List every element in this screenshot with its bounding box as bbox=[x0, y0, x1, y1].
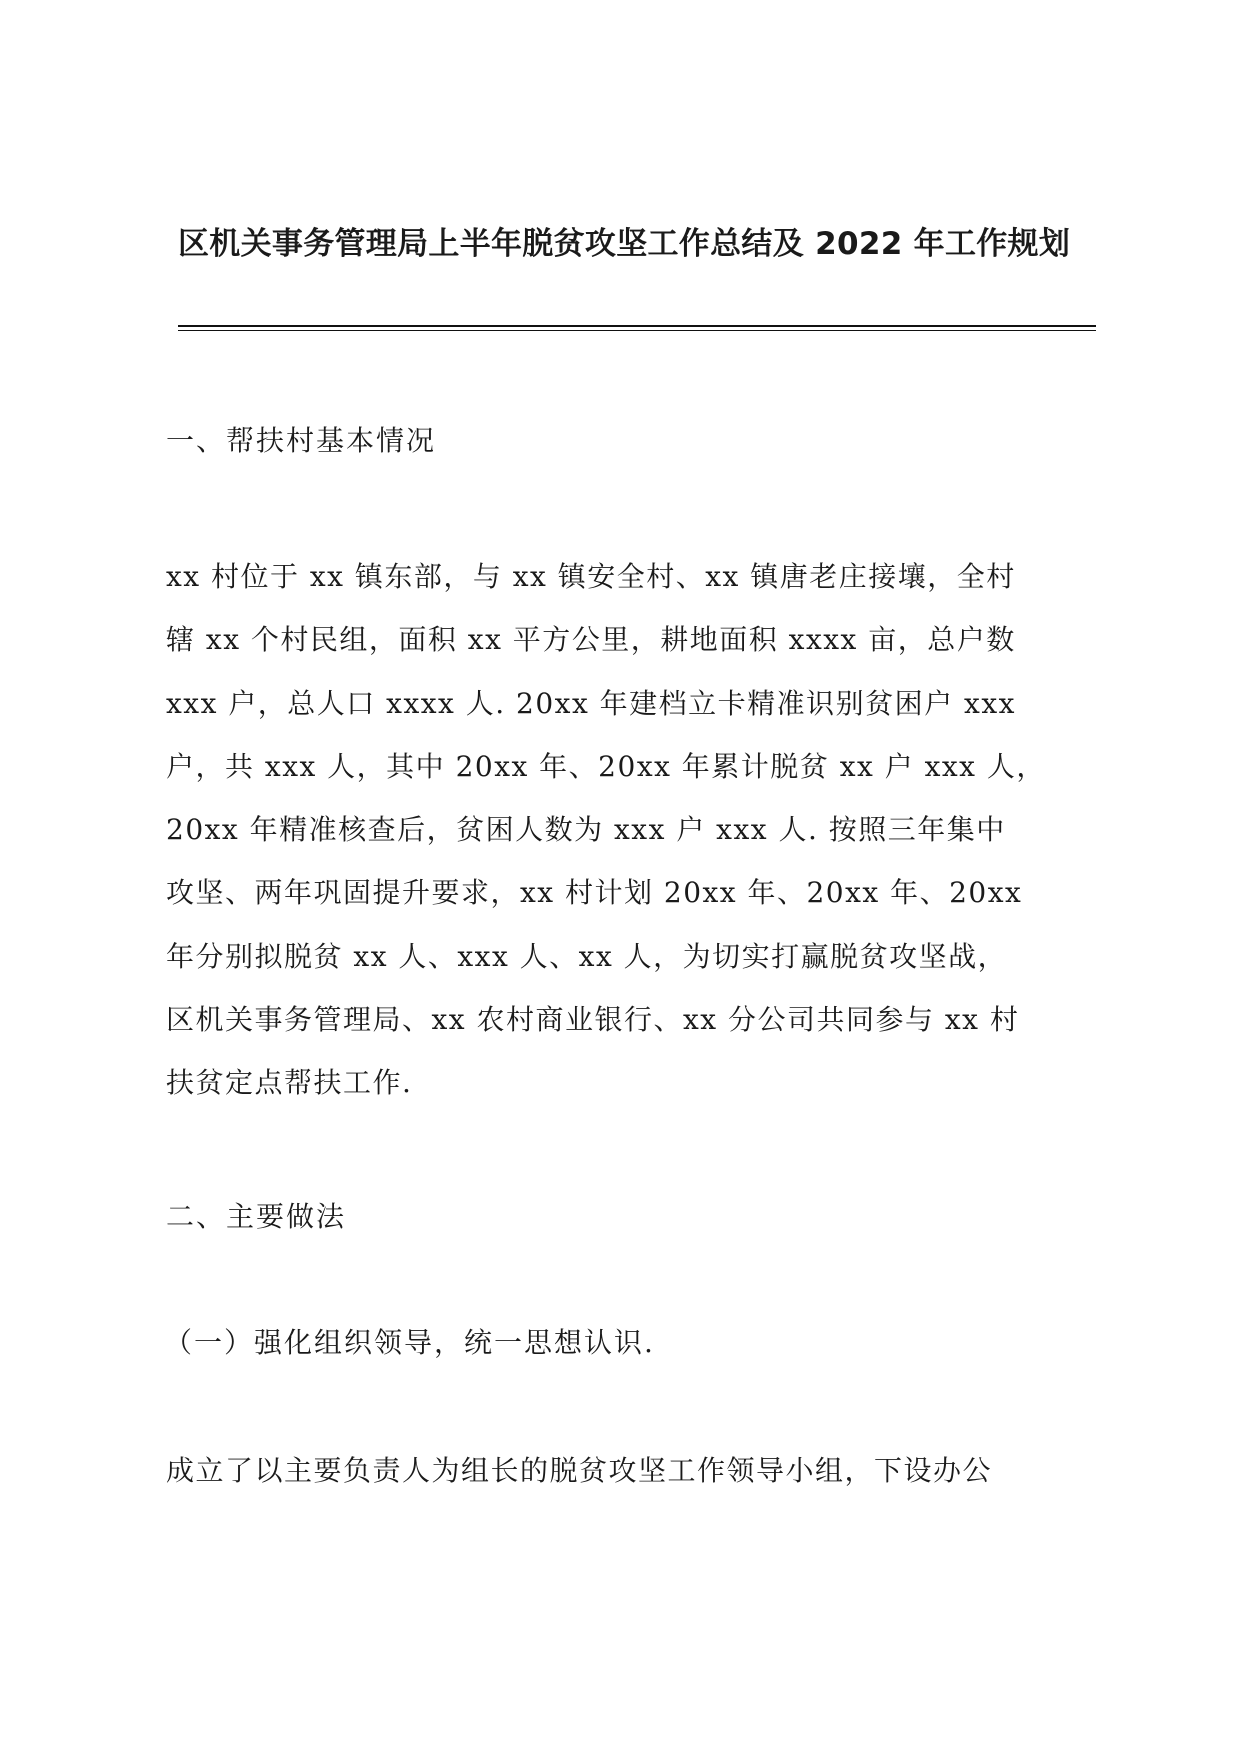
paragraph-line: 成立了以主要负责人为组长的脱贫攻坚工作领导小组，下设办公 bbox=[166, 1454, 993, 1487]
document-title: 区机关事务管理局上半年脱贫攻坚工作总结及 2022 年工作规划 bbox=[178, 226, 1071, 262]
section-heading-1: 一、帮扶村基本情况 bbox=[166, 424, 437, 457]
section-heading-2: 二、主要做法 bbox=[166, 1200, 347, 1233]
paragraph-line: 户，共 xxx 人，其中 20xx 年、20xx 年累计脱贫 xx 户 xxx 人， bbox=[166, 749, 1046, 783]
subsection-heading-1: （一）强化组织领导，统一思想认识. bbox=[164, 1326, 655, 1359]
paragraph-line: xxx 户，总人口 xxxx 人. 20xx 年建档立卡精准识别贫困户 xxx bbox=[166, 686, 1016, 720]
title-double-rule bbox=[178, 325, 1096, 331]
paragraph-line: 20xx 年精准核查后，贫困人数为 xxx 户 xxx 人. 按照三年集中 bbox=[166, 813, 1006, 847]
paragraph-line: 扶贫定点帮扶工作. bbox=[166, 1066, 413, 1100]
paragraph-line: 攻坚、两年巩固提升要求，xx 村计划 20xx 年、20xx 年、20xx bbox=[166, 876, 1023, 910]
paragraph-line: 辖 xx 个村民组，面积 xx 平方公里，耕地面积 xxxx 亩，总户数 bbox=[166, 623, 1016, 657]
paragraph-line: 年分别拟脱贫 xx 人、xxx 人、xx 人，为切实打赢脱贫攻坚战， bbox=[166, 939, 1008, 973]
section-2-paragraph bbox=[166, 1451, 1096, 1491]
paragraph-line: 区机关事务管理局、xx 农村商业银行、xx 分公司共同参与 xx 村 bbox=[166, 1003, 1020, 1037]
section-1-paragraph bbox=[166, 557, 1096, 1103]
paragraph-line: xx 村位于 xx 镇东部，与 xx 镇安全村、xx 镇唐老庄接壤，全村 bbox=[166, 560, 1016, 593]
